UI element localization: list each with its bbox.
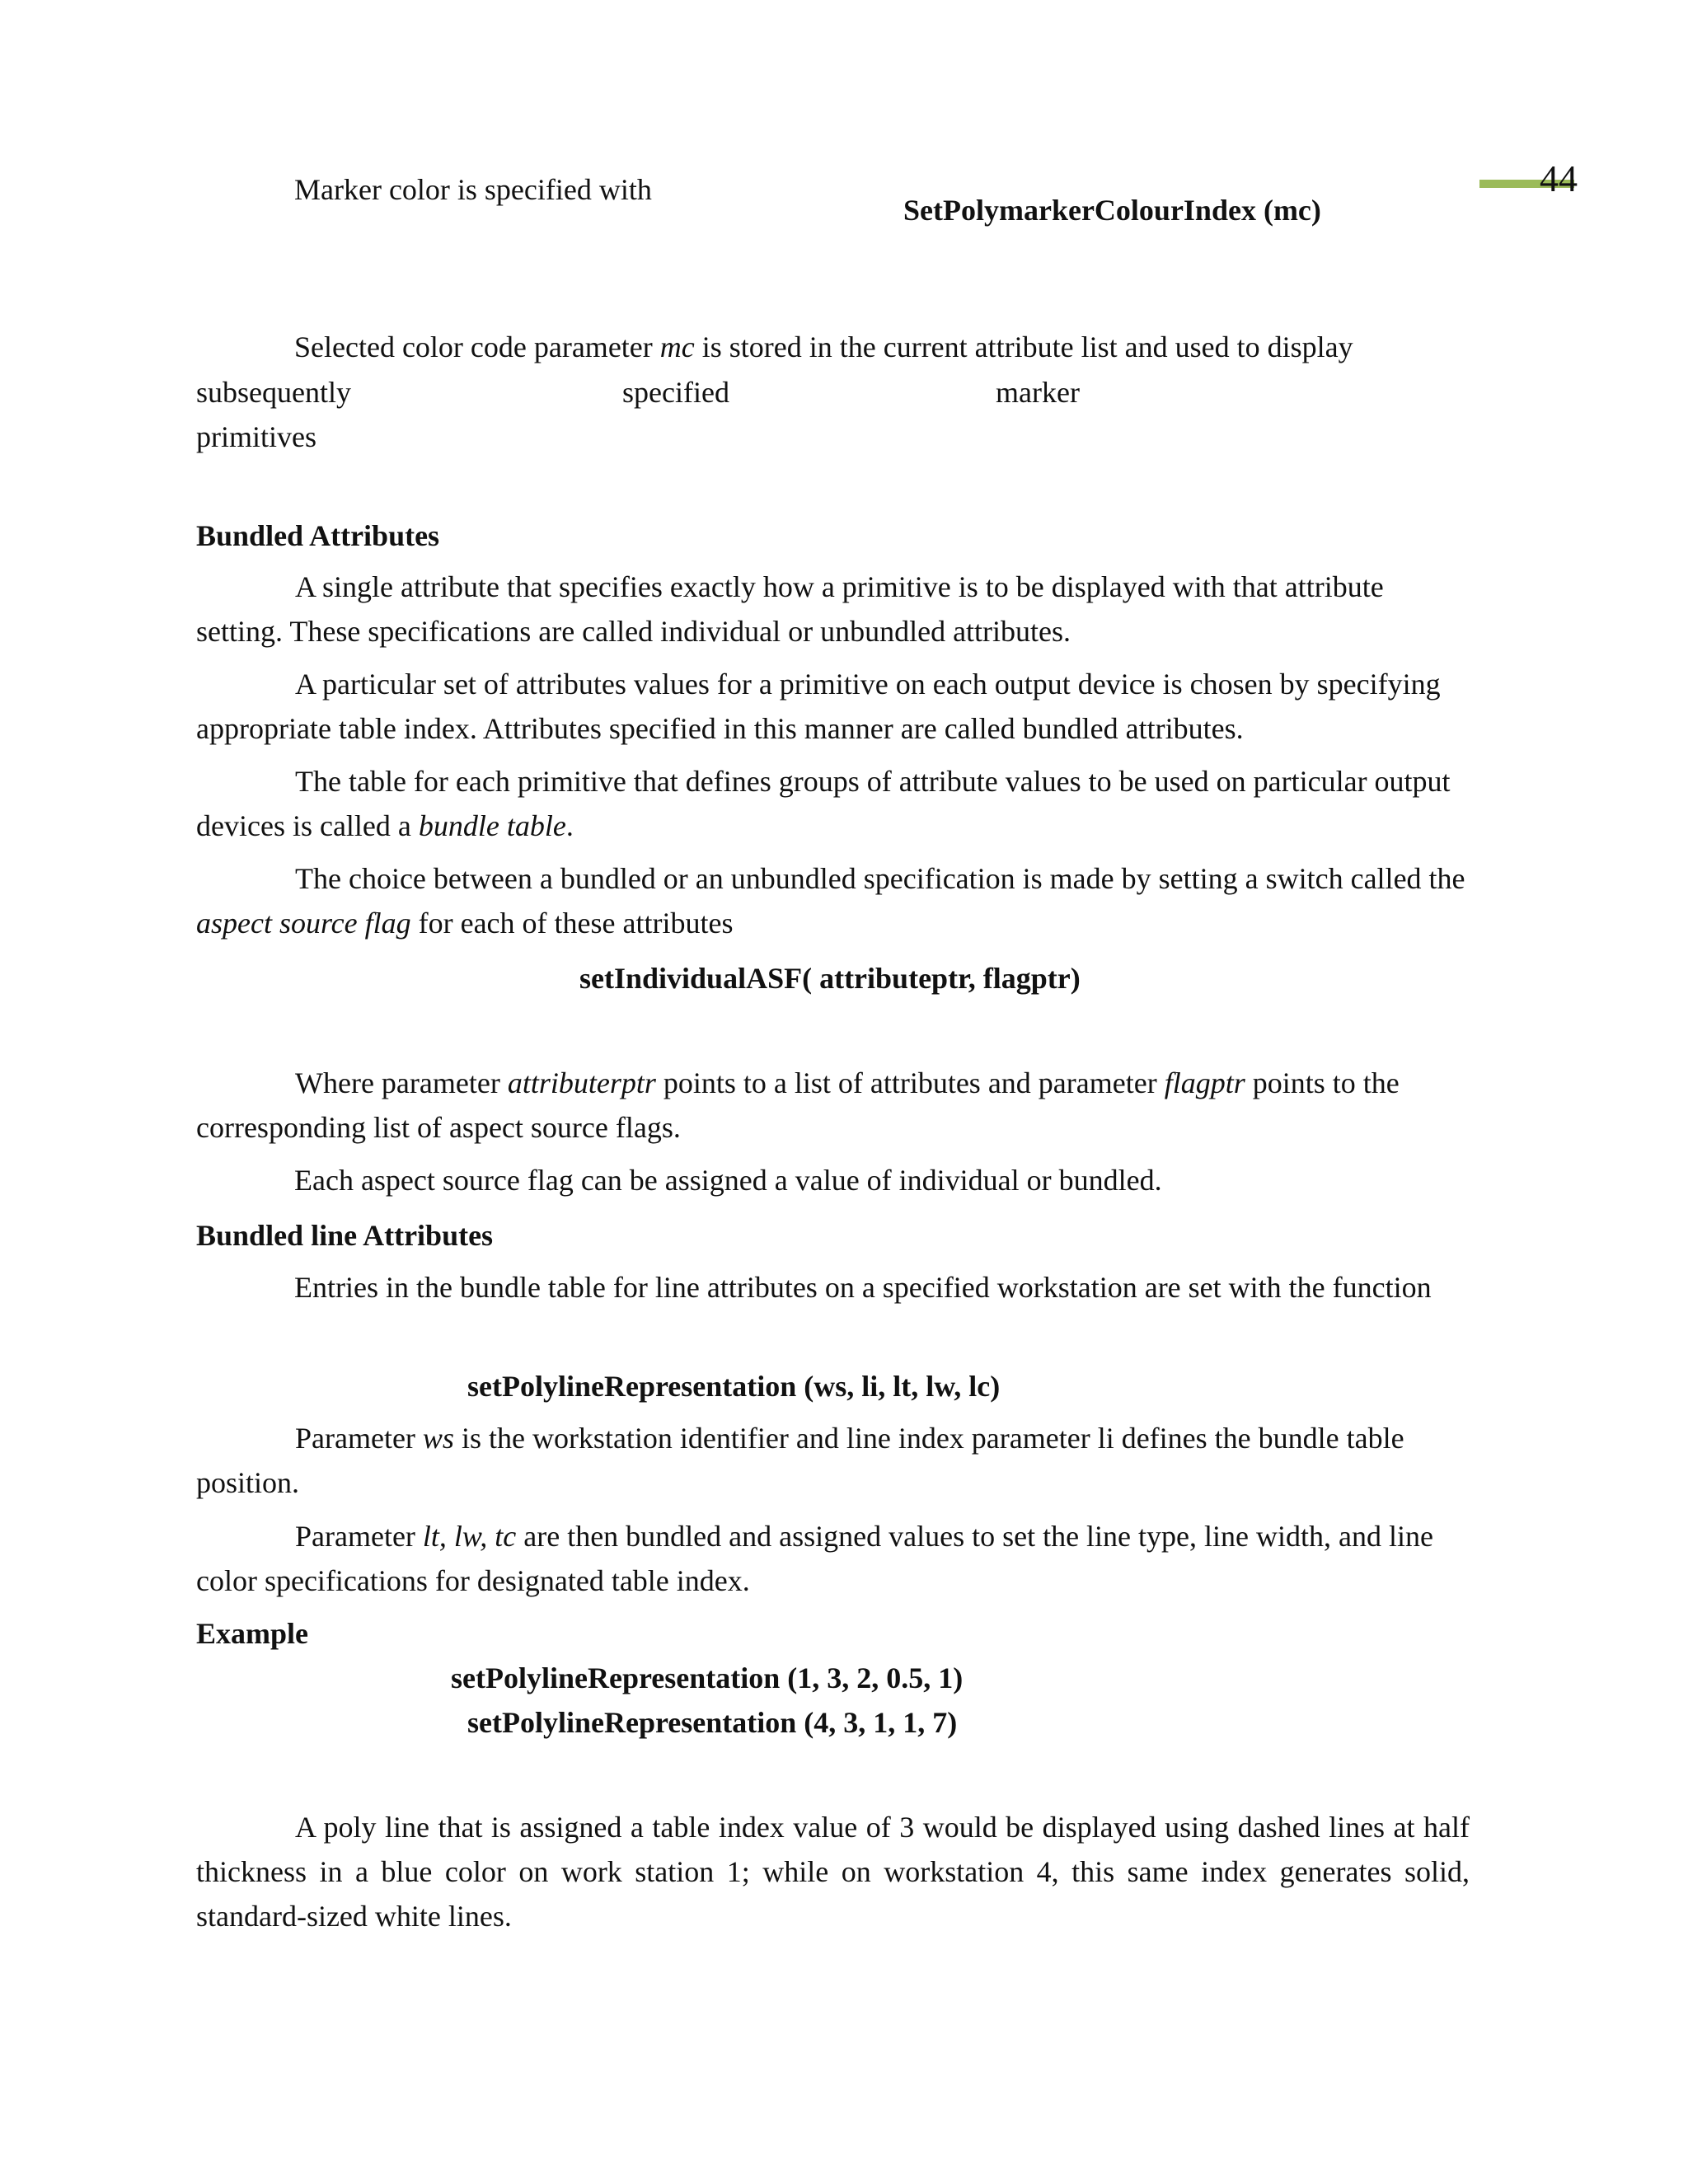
lt-lw-tc-params: lt, lw, tc — [422, 1520, 517, 1553]
bundled-attributes-heading: Bundled Attributes — [196, 519, 440, 552]
bundle-table-term: bundle table — [418, 809, 566, 842]
asf-term: aspect source flag — [196, 907, 411, 940]
lt-text-a: Parameter — [295, 1520, 423, 1553]
selected-word-subsequently: subsequently — [196, 376, 351, 409]
example-heading: Example — [196, 1617, 309, 1650]
selected-line-1 — [294, 325, 1353, 369]
selected-word-specified: specified — [622, 376, 729, 409]
set-polyline-representation-function: setPolylineRepresentation (ws, li, lt, lw, lc) — [467, 1370, 1001, 1403]
example-call-2: setPolylineRepresentation (4, 3, 1, 1, 7) — [467, 1706, 958, 1739]
param-text-b: points to a list of attributes and parameter — [655, 1066, 1165, 1099]
example-description: A poly line that is assigned a table index value of 3 would be displayed using dashed lines at half thickness in a blue color on work station 1; while on workstation 4, this same index generates solid, standard-sized white lines. — [196, 1811, 1470, 1933]
marker-intro-text: Marker color is specified with — [294, 173, 652, 206]
asf-text-a: The choice between a bundled or an unbundled specification is made by setting a switch called the — [295, 862, 1465, 895]
param-text-c: points to the corresponding list of aspect source flags. — [196, 1066, 1400, 1144]
selected-word-marker: marker — [996, 376, 1080, 409]
selected-text-a: Selected color code parameter — [294, 330, 660, 363]
bundled-paragraph-5 — [196, 1061, 1470, 1150]
flagptr-param: flagptr — [1164, 1066, 1245, 1099]
bundled-line-attributes-heading: Bundled line Attributes — [196, 1219, 494, 1252]
bundled-paragraph-3 — [196, 759, 1470, 848]
marker-function: SetPolymarkerColourIndex (mc) — [903, 194, 1321, 227]
bundled-paragraph-2: A particular set of attributes values for a primitive on each output device is chosen by specifying appropriate table index. Attributes specified in this manner are called bundled attributes. — [196, 668, 1441, 745]
attributerptr-param: attributerptr — [507, 1066, 656, 1099]
bundled-paragraph-6: Each aspect source flag can be assigned a value of individual or bundled. — [294, 1164, 1162, 1197]
ws-text-b: is the workstation identifier and line index parameter li defines the bundle table position. — [196, 1422, 1404, 1499]
line-paragraph-1: Entries in the bundle table for line attributes on a specified workstation are set with the function — [294, 1271, 1432, 1304]
selected-mc-param: mc — [659, 330, 695, 363]
bundled-paragraph-1: A single attribute that specifies exactly how a primitive is to be displayed with that attribute setting. These specifications are called individual or unbundled attributes. — [196, 570, 1384, 648]
bundled-paragraph-4 — [196, 856, 1470, 945]
bundle-table-text-b: . — [565, 809, 574, 842]
ws-text-a: Parameter — [295, 1422, 423, 1455]
line-paragraph-2 — [196, 1416, 1470, 1505]
selected-word-primitives: primitives — [196, 420, 316, 453]
line-paragraph-3 — [196, 1514, 1470, 1603]
bundle-table-text-a: The table for each primitive that defines groups of attribute values to be used on particular output devices is called a — [196, 765, 1451, 842]
asf-text-b: for each of these attributes — [410, 907, 734, 940]
page-number: 44 — [1540, 157, 1578, 199]
selected-text-b: is stored in the current attribute list and used to display — [694, 330, 1353, 363]
lt-text-b: are then bundled and assigned values to set the line type, line width, and line color specifications for designated table index. — [196, 1520, 1433, 1597]
ws-param: ws — [422, 1422, 454, 1455]
example-call-1: setPolylineRepresentation (1, 3, 2, 0.5, 1) — [451, 1661, 964, 1694]
param-text-a: Where parameter — [295, 1066, 508, 1099]
set-individual-asf-function: setIndividualASF( attributeptr, flagptr) — [579, 962, 1081, 995]
